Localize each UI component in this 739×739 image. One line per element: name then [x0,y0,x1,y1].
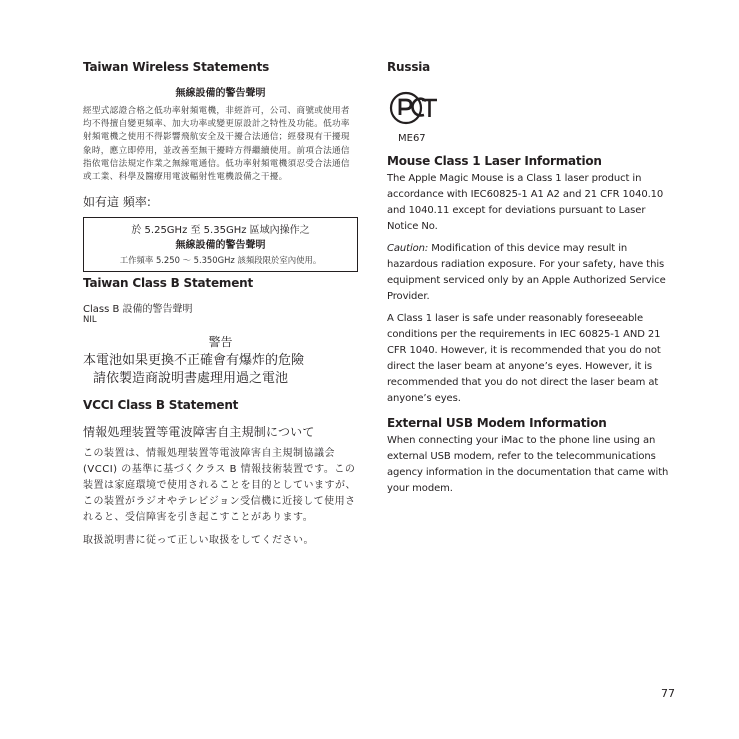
vcci-heading: VCCI Class B Statement [83,398,239,413]
taiwan-class-b-heading: Taiwan Class B Statement [83,276,254,291]
usb-modem-paragraph: When connecting your iMac to the phone line using an external USB modem, refer to the telecommunications agency information in the documentation that came with your modem. [387,435,669,494]
box-line-2: 無線設備的警告聲明 [175,240,266,252]
box-line-1: 於 5.25GHz 至 5.35GHz 區域內操作之 [131,225,310,237]
class-b-nil: NIL [83,315,97,326]
taiwan-wireless-paragraph: 經型式認證合格之低功率射頻電機，非經許可，公司、商號或使用者均不得擅自變更頻率、加大功率或變更原設計之特性及功能。低功率射頻電機之使用不得影響飛航安全及干擾合法通信；經發現有干擾現象時，應立即停用，並改善至無干擾時方得繼續使用。前項合法通信指依電信法規定作業之無線電通信。低功率射頻電機須忍受合法通信或工業、科學及醫療用電波輻射性電機設備之干擾。 [83,106,350,183]
battery-warning-line-2: 請依製造商說明書處理用過之電池 [93,371,289,387]
battery-warning-title: 警告 [208,335,233,350]
mouse-laser-heading: Mouse Class 1 Laser Information [387,154,602,168]
caution-text: Modification of this device may result in hazardous radiation exposure. For your safety, have this equipment serviced only by an Apple Authorized Service Provider. [387,243,666,302]
gost-r-certification-logo [389,87,439,129]
mouse-laser-paragraph-1: The Apple Magic Mouse is a Class 1 laser product in accordance with IEC60825-1 A1 A2 and 21 CFR 1040.10 and 1040.11 except for deviations pursuant to Laser Notice No. [387,173,664,232]
russia-heading: Russia [387,60,431,74]
taiwan-wireless-heading: Taiwan Wireless Statements [83,60,270,74]
usb-modem-heading: External USB Modem Information [387,416,607,430]
frequency-label: 如有這 頻率: [83,195,151,210]
taiwan-wireless-subtitle: 無線設備的警告聲明 [175,88,266,99]
frequency-notice-box [83,217,358,272]
left-column [83,60,358,549]
vcci-subtitle: 情報処理装置等電波障害自主規制について [83,425,315,440]
logo-p-glyph [400,100,411,115]
mouse-laser-paragraph-3: A Class 1 laser is safe under reasonably foreseeable conditions per the requirements in IEC 60825-1 AND 21 CFR 1040. However, it is recommended that you do not direct the laser beam at anyone’s eyes. However, it is recommended that you do not direct the laser beam at anyone’s eyes. [387,313,661,404]
mouse-caution-paragraph [387,241,672,305]
battery-warning-line-1: 本電池如果更換不正確會有爆炸的危險 [83,353,305,369]
vcci-paragraph: この装置は、情報処理装置等電波障害自主規制協議会 (VCCI) の基準に基づくクラス B 情報技術装置です。この装置は家庭環境で使用されることを目的としていますが、この装置がラジオやテレビジョン受信機に近接して使用されると、受信障害を引き起こすことがあります。 [83,448,356,524]
logo-t-glyph [422,100,437,117]
vcci-last-line: 取扱説明書に従って正しい取扱をしてください。 [83,535,314,547]
page-number: 77 [661,687,675,700]
logo-code-label: ME67 [398,133,426,144]
right-column [387,60,672,497]
caution-label: Caution: [387,243,429,254]
box-line-3: 工作頻率 5.250 ～ 5.350GHz 該頻段限於室內使用。 [119,255,322,266]
class-b-line: Class B 設備的警告聲明 [83,304,193,316]
